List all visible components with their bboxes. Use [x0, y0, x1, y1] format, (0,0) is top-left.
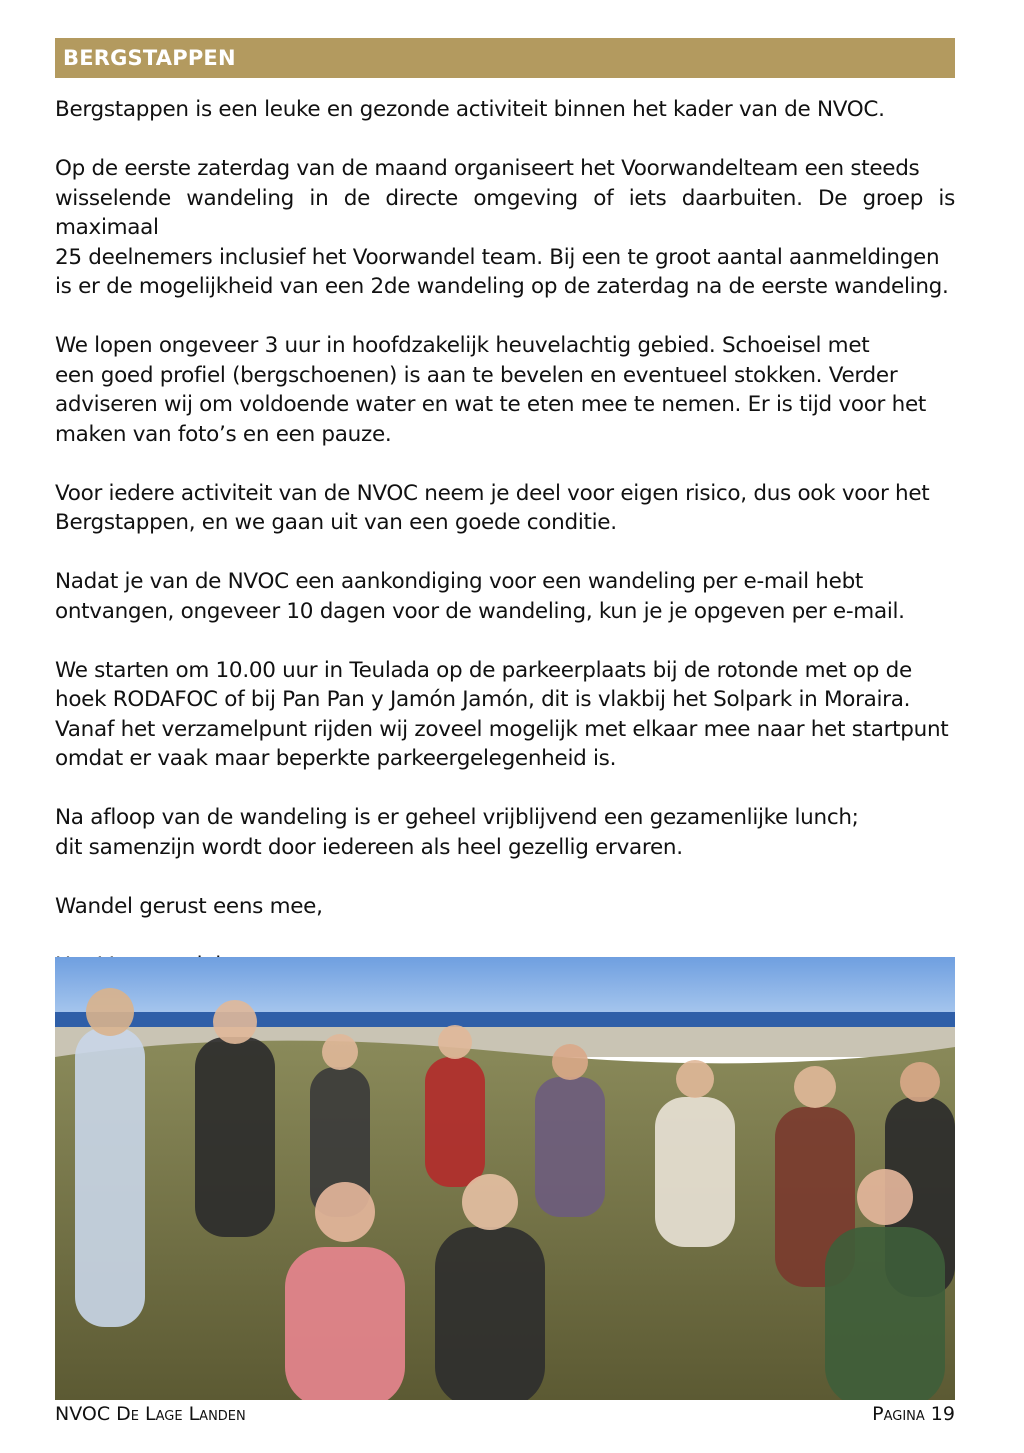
text-line: dit samenzijn wordt door iedereen als heel gezellig ervaren.	[55, 834, 683, 860]
paragraph-risk	[55, 479, 955, 538]
text-line: maken van foto’s en een pauze.	[55, 421, 392, 447]
text-line: een goed profiel (bergschoenen) is aan te bevelen en eventueel stokken. Verder	[55, 362, 898, 388]
paragraph-signup	[55, 567, 955, 626]
page-content	[55, 38, 955, 1010]
text-line: Vanaf het verzamelpunt rijden wij zoveel mogelijk met elkaar mee naar het startpunt	[55, 716, 949, 742]
page-footer	[55, 1403, 955, 1425]
text-line: wisselende wandeling in de directe omgeving of iets daarbuiten. De groep is maximaal	[55, 185, 955, 240]
text-line: hoek RODAFOC of bij Pan Pan y Jamón Jamón, dit is vlakbij het Solpark in Moraira.	[55, 687, 911, 712]
section-title: BERGSTAPPEN	[63, 46, 236, 70]
paragraph-schedule	[55, 154, 955, 302]
footer-publication: NVOC De Lage Landen	[55, 1403, 246, 1425]
text-line: Na afloop van de wandeling is er geheel vrijblijvend een gezamenlijke lunch;	[55, 805, 859, 830]
text-line: Bergstappen is een leuke en gezonde activiteit binnen het kader van de NVOC.	[55, 97, 885, 122]
group-hiking-photo	[55, 957, 955, 1400]
paragraph-meeting-point	[55, 656, 955, 774]
article-body	[55, 95, 955, 980]
paragraph-lunch	[55, 803, 955, 862]
text-line: is er de mogelijkheid van een 2de wandeling op de zaterdag na de eerste wandeling.	[55, 274, 949, 299]
text-line: ontvangen, ongeveer 10 dagen voor de wandeling, kun je je opgeven per e-mail.	[55, 598, 905, 624]
text-line: Bergstappen, en we gaan uit van een goede conditie.	[55, 510, 617, 535]
paragraph-route	[55, 331, 955, 449]
text-line: omdat er vaak maar beperkte parkeergelegenheid is.	[55, 746, 617, 771]
section-header-bar	[55, 38, 955, 78]
text-line: Nadat je van de NVOC een aankondiging voor een wandeling per e-mail hebt	[55, 569, 864, 594]
text-line: Voor iedere activiteit van de NVOC neem je deel voor eigen risico, dus ook voor het	[55, 480, 930, 506]
text-line: adviseren wij om voldoende water en wat te eten mee te nemen. Er is tijd voor het	[55, 392, 927, 417]
text-line: We lopen ongeveer 3 uur in hoofdzakelijk heuvelachtig gebied. Schoeisel met	[55, 333, 870, 358]
text-line: Wandel gerust eens mee,	[55, 893, 323, 919]
text-line: Op de eerste zaterdag van de maand organiseert het Voorwandelteam een steeds	[55, 156, 920, 181]
footer-page-number: Pagina 19	[872, 1403, 955, 1425]
text-line: We starten om 10.00 uur in Teulada op de parkeerplaats bij de rotonde met op de	[55, 657, 912, 683]
paragraph-intro	[55, 95, 955, 125]
paragraph-invite	[55, 892, 955, 922]
text-line: 25 deelnemers inclusief het Voorwandel team. Bij een te groot aantal aanmeldingen	[55, 244, 940, 270]
